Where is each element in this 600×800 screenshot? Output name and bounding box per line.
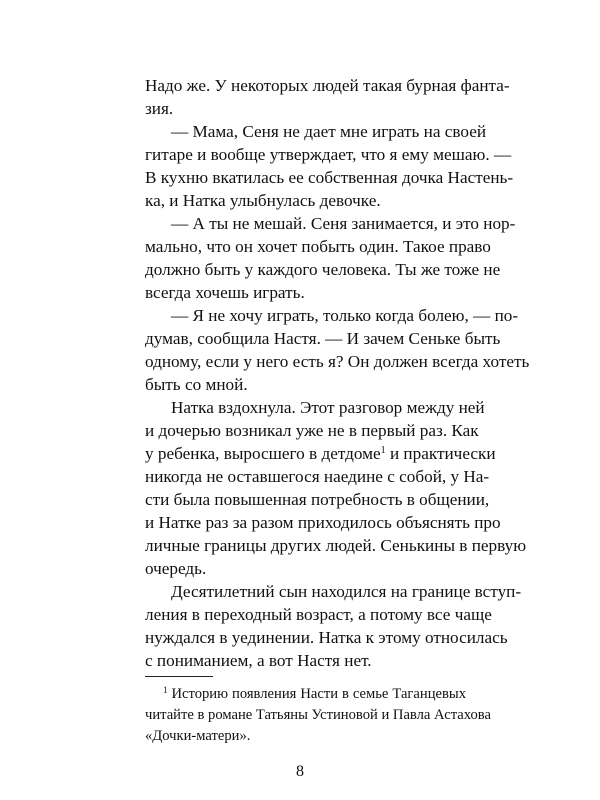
text-line: очередь. (145, 559, 207, 578)
text-line: всегда хочешь играть. (145, 283, 305, 302)
text-line: зия. (145, 99, 174, 118)
text-line: и дочерью возникал уже не в первый раз. Как (145, 421, 479, 440)
text-line: нуждался в уединении. Натка к этому относилась (145, 628, 508, 647)
text-line: должно быть у каждого человека. Ты же тоже не (145, 260, 501, 279)
text-line: ка, и Натка улыбнулась девочке. (145, 191, 381, 210)
text-line: думав, сообщила Настя. — И зачем Сеньке быть (145, 329, 501, 348)
text-line: с пониманием, а вот Настя нет. (145, 651, 372, 670)
text-line: сти была повышенная потребность в общении, (145, 490, 490, 509)
text-line: В кухню вкатилась ее собственная дочка Настень- (145, 168, 514, 187)
text-line: никогда не оставшегося наедине с собой, у На- (145, 467, 490, 486)
footnote-line: «Дочки-матери». (145, 728, 251, 744)
footnote-line: читайте в романе Татьяны Устиновой и Павла Астахова (145, 707, 491, 723)
text-line: и Натке раз за разом приходилось объяснять про (145, 513, 501, 532)
text-line: быть со мной. (145, 375, 248, 394)
text-line: — Мама, Сеня не дает мне играть на своей (171, 122, 487, 141)
page-number: 8 (296, 763, 304, 780)
footnote-text: Историю появления Насти в семье Таганцевых (171, 686, 466, 702)
text-line: Десятилетний сын находился на границе вступ- (171, 582, 522, 601)
text-fragment: и практически (389, 444, 496, 463)
footnote-number: 1 (163, 685, 168, 695)
text-line: — А ты не мешай. Сеня занимается, и это нор- (171, 214, 516, 233)
text-line: личные границы других людей. Сенькины в первую (145, 536, 527, 555)
footnote-divider (145, 676, 213, 677)
text-line: Натка вздохнула. Этот разговор между ней (171, 398, 485, 417)
text-line: Надо же. У некоторых людей такая бурная фанта- (145, 76, 510, 95)
text-line: одному, если у него есть я? Он должен всегда хотеть (145, 352, 530, 371)
footnote-reference: 1 (380, 445, 386, 456)
text-line: — Я не хочу играть, только когда болею, — по- (171, 306, 519, 325)
text-line-with-footnote-ref (145, 442, 496, 465)
text-line: гитаре и вообще утверждает, что я ему мешаю. — (145, 145, 512, 164)
footnote-line (163, 684, 466, 705)
text-fragment: у ребенка, выросшего в детдоме (145, 444, 381, 463)
text-line: ления в переходный возраст, а потому все чаще (145, 605, 492, 624)
text-line: мально, что он хочет побыть один. Такое право (145, 237, 491, 256)
